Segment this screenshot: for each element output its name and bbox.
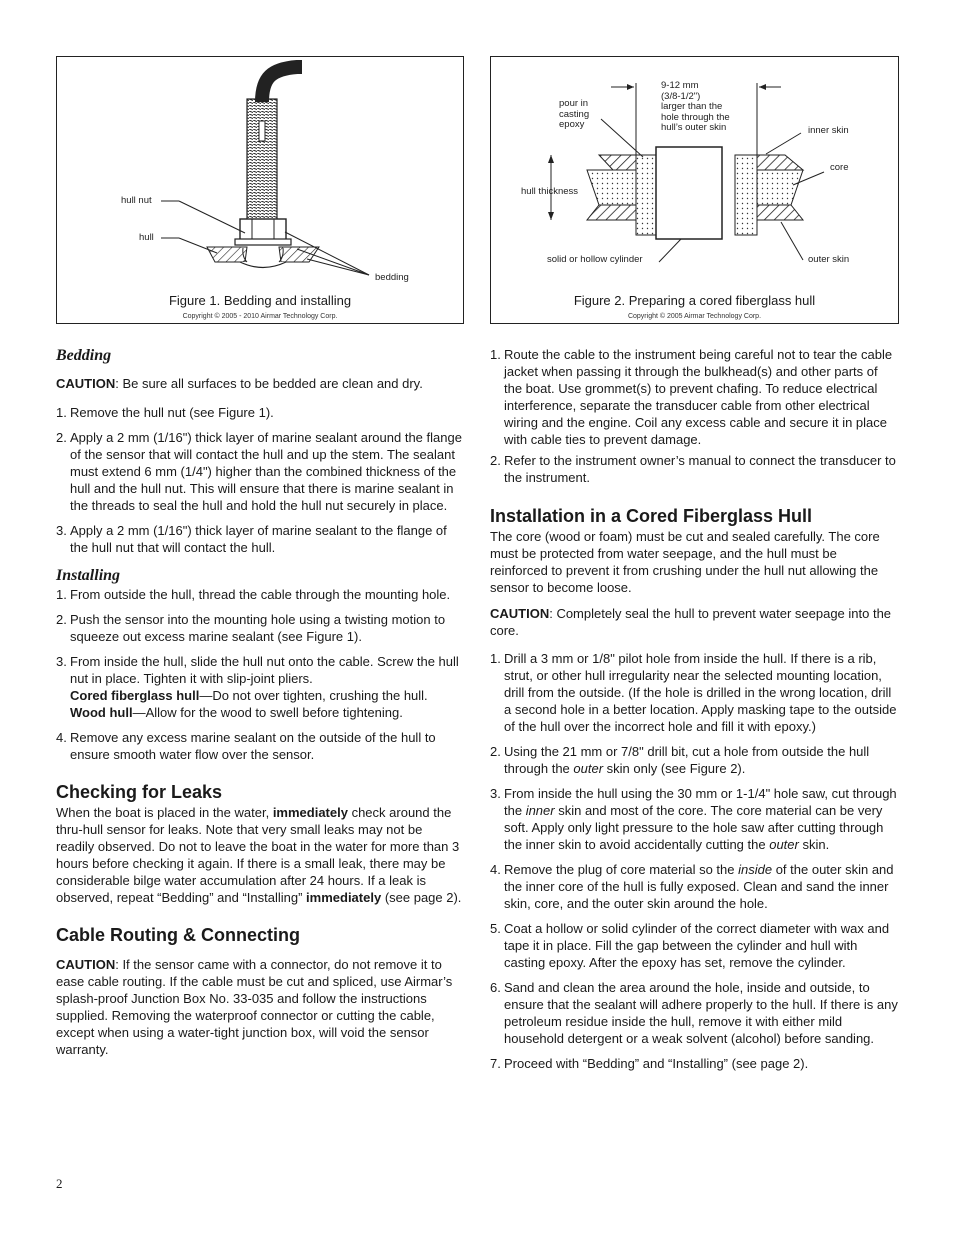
- bedding-caution: CAUTION: Be sure all surfaces to be bedded are clean and dry.: [56, 376, 423, 391]
- figure-2-caption: Figure 2. Preparing a cored fiberglass hull: [573, 293, 816, 308]
- list-item: 3. From inside the hull using the 30 mm or 1-1/4" hole saw, cut through the inner skin and most of the core. The core material can be very soft. Apply only light pressure to the hole saw after cutting through the inner skin to avoid accidentally cutting the outer skin.: [490, 786, 897, 852]
- label-inner-skin: inner skin: [808, 125, 849, 136]
- cable-heading: Cable Routing & Connecting: [56, 925, 300, 945]
- label-dimension: 9-12 mm (3/8-1/2") larger than the hole through the hull’s outer skin: [661, 80, 730, 133]
- figure-1: [56, 56, 464, 324]
- cored-caution: CAUTION: Completely seal the hull to prevent water seepage into the core.: [490, 606, 892, 638]
- label-bedding: bedding: [375, 272, 409, 283]
- installing-heading: Installing: [56, 567, 121, 584]
- cored-heading: Installation in a Cored Fiberglass Hull: [490, 506, 813, 526]
- list-item: 3. Apply a 2 mm (1/16") thick layer of marine sealant to the flange of the hull nut that will contact the hull.: [56, 523, 447, 555]
- list-item: 5. Coat a hollow or solid cylinder of the correct diameter with wax and tape it in place. Fill the gap between the cylinder and hull with casting epoxy. After the epoxy has set, remove the cylinder.: [490, 921, 890, 970]
- list-item: 3. From inside the hull, slide the hull nut onto the cable. Screw the hull nut in place. Tighten it with slip-joint pliers. Cored fiberglass hull—Do not over tighten, crushing the hull. Wood hull—Allow for the wood to swell before tightening.: [56, 654, 459, 720]
- label-core: core: [830, 162, 849, 173]
- list-item: 2. Push the sensor into the mounting hole using a twisting motion to squeeze out excess marine sealant (see Figure 1).: [56, 612, 446, 644]
- label-outer-skin: outer skin: [808, 254, 850, 265]
- leaks-paragraph: When the boat is placed in the water, immediately check around the thru-hull sensor for leaks. Note that very small leaks may not be readily observed. Do not to leave the boat in the water for more than 3 hours before checking it again. If there is a small leak, there may be considerable bilge water accumulation after 24 hours. If a leak is observed, repeat “Bedding” and “Installing” immediately (see page 2).: [56, 805, 462, 905]
- list-item: 4. Remove the plug of core material so the inside of the outer skin and the inner core of the hull is fully exposed. Clean and sand the inner skin, core, and the outer skin around the hole.: [490, 862, 894, 911]
- list-item: 7. Proceed with “Bedding” and “Installing” (see page 2).: [490, 1056, 809, 1071]
- leaks-heading: Checking for Leaks: [56, 782, 223, 802]
- right-column: [490, 338, 898, 1072]
- figure-2: [490, 56, 899, 324]
- installing-steps: [56, 586, 462, 763]
- label-hull: hull: [139, 232, 154, 243]
- bedding-heading: Bedding: [56, 347, 112, 364]
- figure-1-caption: Figure 1. Bedding and installing: [168, 293, 352, 308]
- bedding-steps: [56, 404, 462, 556]
- list-item: 4. Remove any excess marine sealant on the outside of the hull to ensure smooth water flow over the sensor.: [56, 730, 436, 762]
- cored-steps: [490, 650, 898, 1072]
- list-item: 1. From outside the hull, thread the cable through the mounting hole.: [56, 587, 451, 602]
- list-item: 2. Apply a 2 mm (1/16") thick layer of marine sealant around the flange of the sensor that will contact the hull and up the stem. The sealant must extend 6 mm (1/4") higher than the combined thickness of the hull and the hull nut. This will ensure that there is marine sealant in the threads to seal the hull and hold the hull nut securely in place.: [56, 430, 462, 513]
- list-item: 2. Refer to the instrument owner’s manual to connect the transducer to the instrument.: [490, 453, 896, 485]
- left-column: [56, 338, 462, 1058]
- label-cylinder: solid or hollow cylinder: [547, 254, 643, 265]
- label-hull-nut: hull nut: [121, 195, 152, 206]
- figure-2-copyright: Copyright © 2005 Airmar Technology Corp.: [627, 313, 762, 320]
- cored-intro: The core (wood or foam) must be cut and sealed carefully. The core must be protected from water seepage, and the hull must be reinforced to prevent it from crushing under the hull nut allowing the sensor to become loose.: [490, 529, 880, 595]
- list-item: 1. Drill a 3 mm or 1/8" pilot hole from inside the hull. If there is a rib, strut, or other hull irregularity near the selected mounting location, drill from the outside. (If the hole is drilled in the wrong location, drill a second hole in a better location. Apply masking tape to the outside of the hull over the incorrect hole and fill it with epoxy.): [490, 651, 897, 734]
- cable-caution: CAUTION: If the sensor came with a connector, do not remove it to ease cable routing. If the cable must be cut and spliced, use Airmar’s splash-proof Junction Box No. 33-035 and follow the instructions supplied. Removing the waterproof connector or cutting the cable, except when using a water-tight junction box, will void the sensor warranty.: [56, 957, 453, 1057]
- list-item: 2. Using the 21 mm or 7/8" drill bit, cut a hole from outside the hull through the outer skin only (see Figure 2).: [490, 744, 870, 776]
- label-pour-epoxy: pour in casting epoxy: [559, 98, 590, 130]
- list-item: 1. Remove the hull nut (see Figure 1).: [56, 405, 274, 420]
- page-number: 2: [56, 1176, 63, 1191]
- label-hull-thickness: hull thickness: [521, 186, 579, 197]
- cable-steps: [490, 346, 898, 486]
- list-item: 1. Route the cable to the instrument being careful not to tear the cable jacket when passing it through the bulkhead(s) and other parts of the boat. Use grommet(s) to prevent chafing. To reduce electrical interference, separate the transducer cable from other electrical wiring and the engine. Coil any excess cable and secure it in place with cable ties to prevent damage.: [490, 347, 893, 447]
- list-item: 6. Sand and clean the area around the hole, inside and outside, to ensure that the sealant will adhere properly to the hull. If there is any petroleum residue inside the hull, remove it with either mild household detergent or a weak solvent (alcohol) before sanding.: [490, 980, 898, 1046]
- figure-1-copyright: Copyright © 2005 - 2010 Airmar Technology Corp.: [182, 313, 338, 320]
